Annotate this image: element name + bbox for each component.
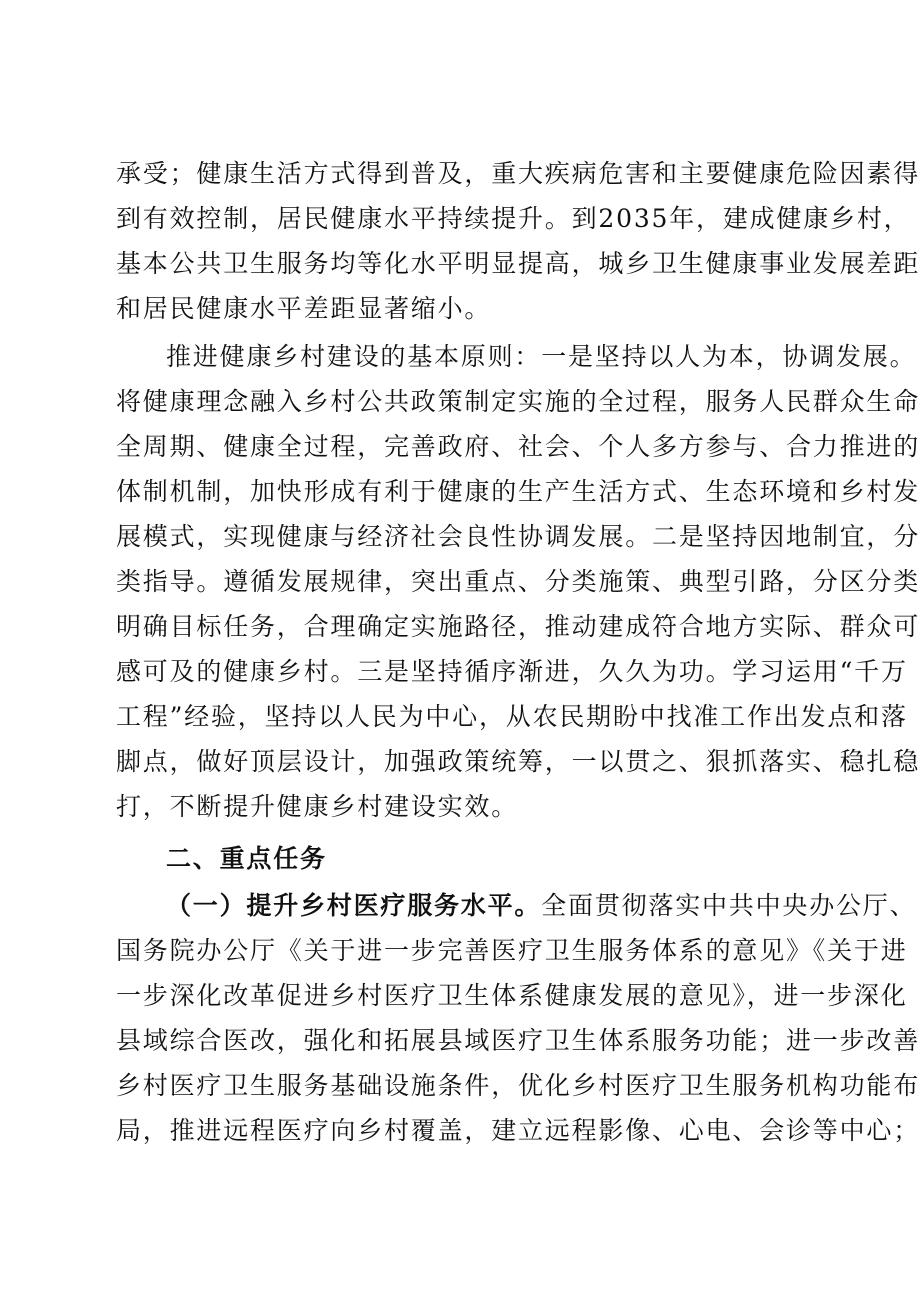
paragraph-line: 打，不断提升健康乡村建设实效。 [116,792,519,821]
paragraph-line: 全周期、健康全过程，完善政府、社会、个人多方参与、合力推进的 [116,432,920,461]
paragraph-line: 明确目标任务，合理确定实施路径，推动建成符合地方实际、群众可 [116,612,920,641]
paragraph-line: 将健康理念融入乡村公共政策制定实施的全过程，服务人民群众生命 [116,387,920,416]
paragraph-line: 和居民健康水平差距显著缩小。 [116,294,492,323]
paragraph-line: 一步深化改革促进乡村医疗卫生体系健康发展的意见》，进一步深化 [116,981,908,1010]
paragraph-line: 到有效控制，居民健康水平持续提升。到2035年，建成健康乡村， [116,204,911,233]
task-1-text: 全面贯彻落实中共中央办公厅、 [541,891,917,920]
task-1-first-line [166,890,917,922]
paragraph-line: 工程”经验，坚持以人民为中心，从农民期盼中找准工作出发点和落 [116,702,908,731]
paragraph-line: 国务院办公厅《关于进一步完善医疗卫生服务体系的意见》《关于进 [116,936,908,965]
paragraph-line: 局，推进远程医疗向乡村覆盖，建立远程影像、心电、会诊等中心； [116,1116,920,1145]
paragraph-line: 乡村医疗卫生服务基础设施条件，优化乡村医疗卫生服务机构功能布 [116,1071,920,1100]
paragraph-line: 推进健康乡村建设的基本原则：一是坚持以人为本，协调发展。 [166,342,917,371]
paragraph-line: 类指导。遵循发展规律，突出重点、分类施策、典型引路，分区分类 [116,567,920,596]
paragraph-line: 基本公共卫生服务均等化水平明显提高，城乡卫生健康事业发展差距 [116,249,920,278]
paragraph-line: 感可及的健康乡村。三是坚持循序渐进，久久为功。学习运用“千万 [116,657,908,686]
task-1-title: （一）提升乡村医疗服务水平。 [166,891,542,920]
paragraph-line: 体制机制，加快形成有利于健康的生产生活方式、生态环境和乡村发 [116,477,920,506]
paragraph-line: 脚点，做好顶层设计，加强政策统筹，一以贯之、狠抓落实、稳扎稳 [116,747,920,776]
paragraph-line: 县域综合医改，强化和拓展县域医疗卫生体系服务功能；进一步改善 [116,1026,920,1055]
paragraph-line: 承受；健康生活方式得到普及，重大疾病危害和主要健康危险因素得 [116,159,920,188]
paragraph-line: 展模式，实现健康与经济社会良性协调发展。二是坚持因地制宜，分 [116,522,920,551]
section-heading: 二、重点任务 [166,844,327,873]
